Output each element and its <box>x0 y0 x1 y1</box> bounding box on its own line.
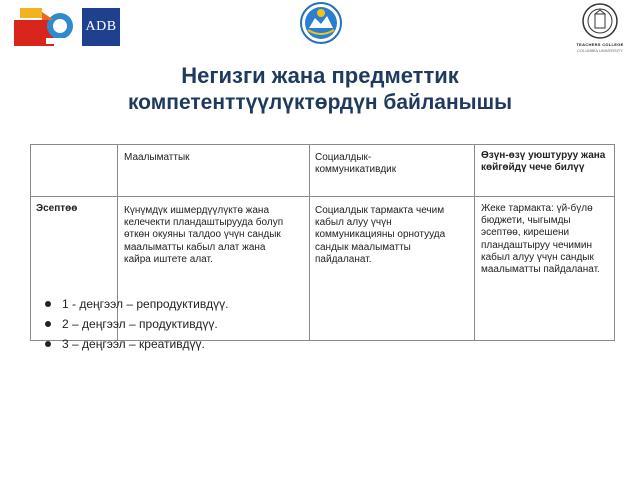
bullet-dot-icon <box>45 301 51 307</box>
table-col-divider-2 <box>309 144 310 341</box>
college-name-line2: COLUMBIA UNIVERSITY <box>577 48 623 53</box>
list-item-text: 1 - деңгээл – репродуктивдүү. <box>62 297 229 311</box>
table-border-left <box>30 144 31 341</box>
list-item <box>42 294 228 314</box>
list-item <box>42 314 228 334</box>
table-col-divider-3 <box>474 144 475 341</box>
stars-logo <box>12 6 76 48</box>
table-cell-self-organization: Жеке тармакта: үй-бүлө бюджети, чыгымды эсептөө, кирешени пландаштыруу чечимин кабыл алуу үчүн сандык маалыматты пайдаланат. <box>481 203 600 276</box>
adb-logo-text: ADB <box>85 19 117 34</box>
slide-title-line1: Негизги жана предметтик <box>181 63 459 88</box>
row-header-calculation: Эсептөө <box>36 203 78 214</box>
slide-title-line2: компетенттүүлүктөрдүн байланышы <box>127 91 513 114</box>
bullet-dot-icon <box>45 341 51 347</box>
column-header-self-organization: Өзүн-өзү уюштуруу жана көйгөйдү чече билүү <box>481 150 606 174</box>
column-header-informational: Маалыматтык <box>124 152 190 163</box>
slide-title <box>0 62 640 116</box>
college-name-line1: TEACHERS COLLEGE <box>576 42 624 47</box>
level-list <box>42 294 228 354</box>
table-cell-social-communicative: Социалдык тармакта чечим кабыл алуу үчүн коммуникацияны орнотууда сандык маалыматты пайдаланат. <box>315 205 446 265</box>
adb-logo <box>82 8 120 46</box>
bullet-dot-icon <box>45 321 51 327</box>
teachers-college-logo <box>568 2 632 60</box>
column-header-social-communicative: Социалдык-коммуникативдик <box>315 152 397 176</box>
kyrgyz-emblem-icon <box>300 2 342 44</box>
list-item-text: 3 – деңгээл – креативдүү. <box>62 337 205 351</box>
table-cell-informational: Күнүмдүк ишмердүүлүктө жана келечекти пландаштырууда болуп өткөн окуяны талдоо үчүн сандык маалыматты кабыл алат жана кайра иштете алат. <box>124 205 284 265</box>
table-border-right <box>614 144 615 341</box>
list-item <box>42 334 228 354</box>
list-item-text: 2 – деңгээл – продуктивдүү. <box>62 317 218 331</box>
